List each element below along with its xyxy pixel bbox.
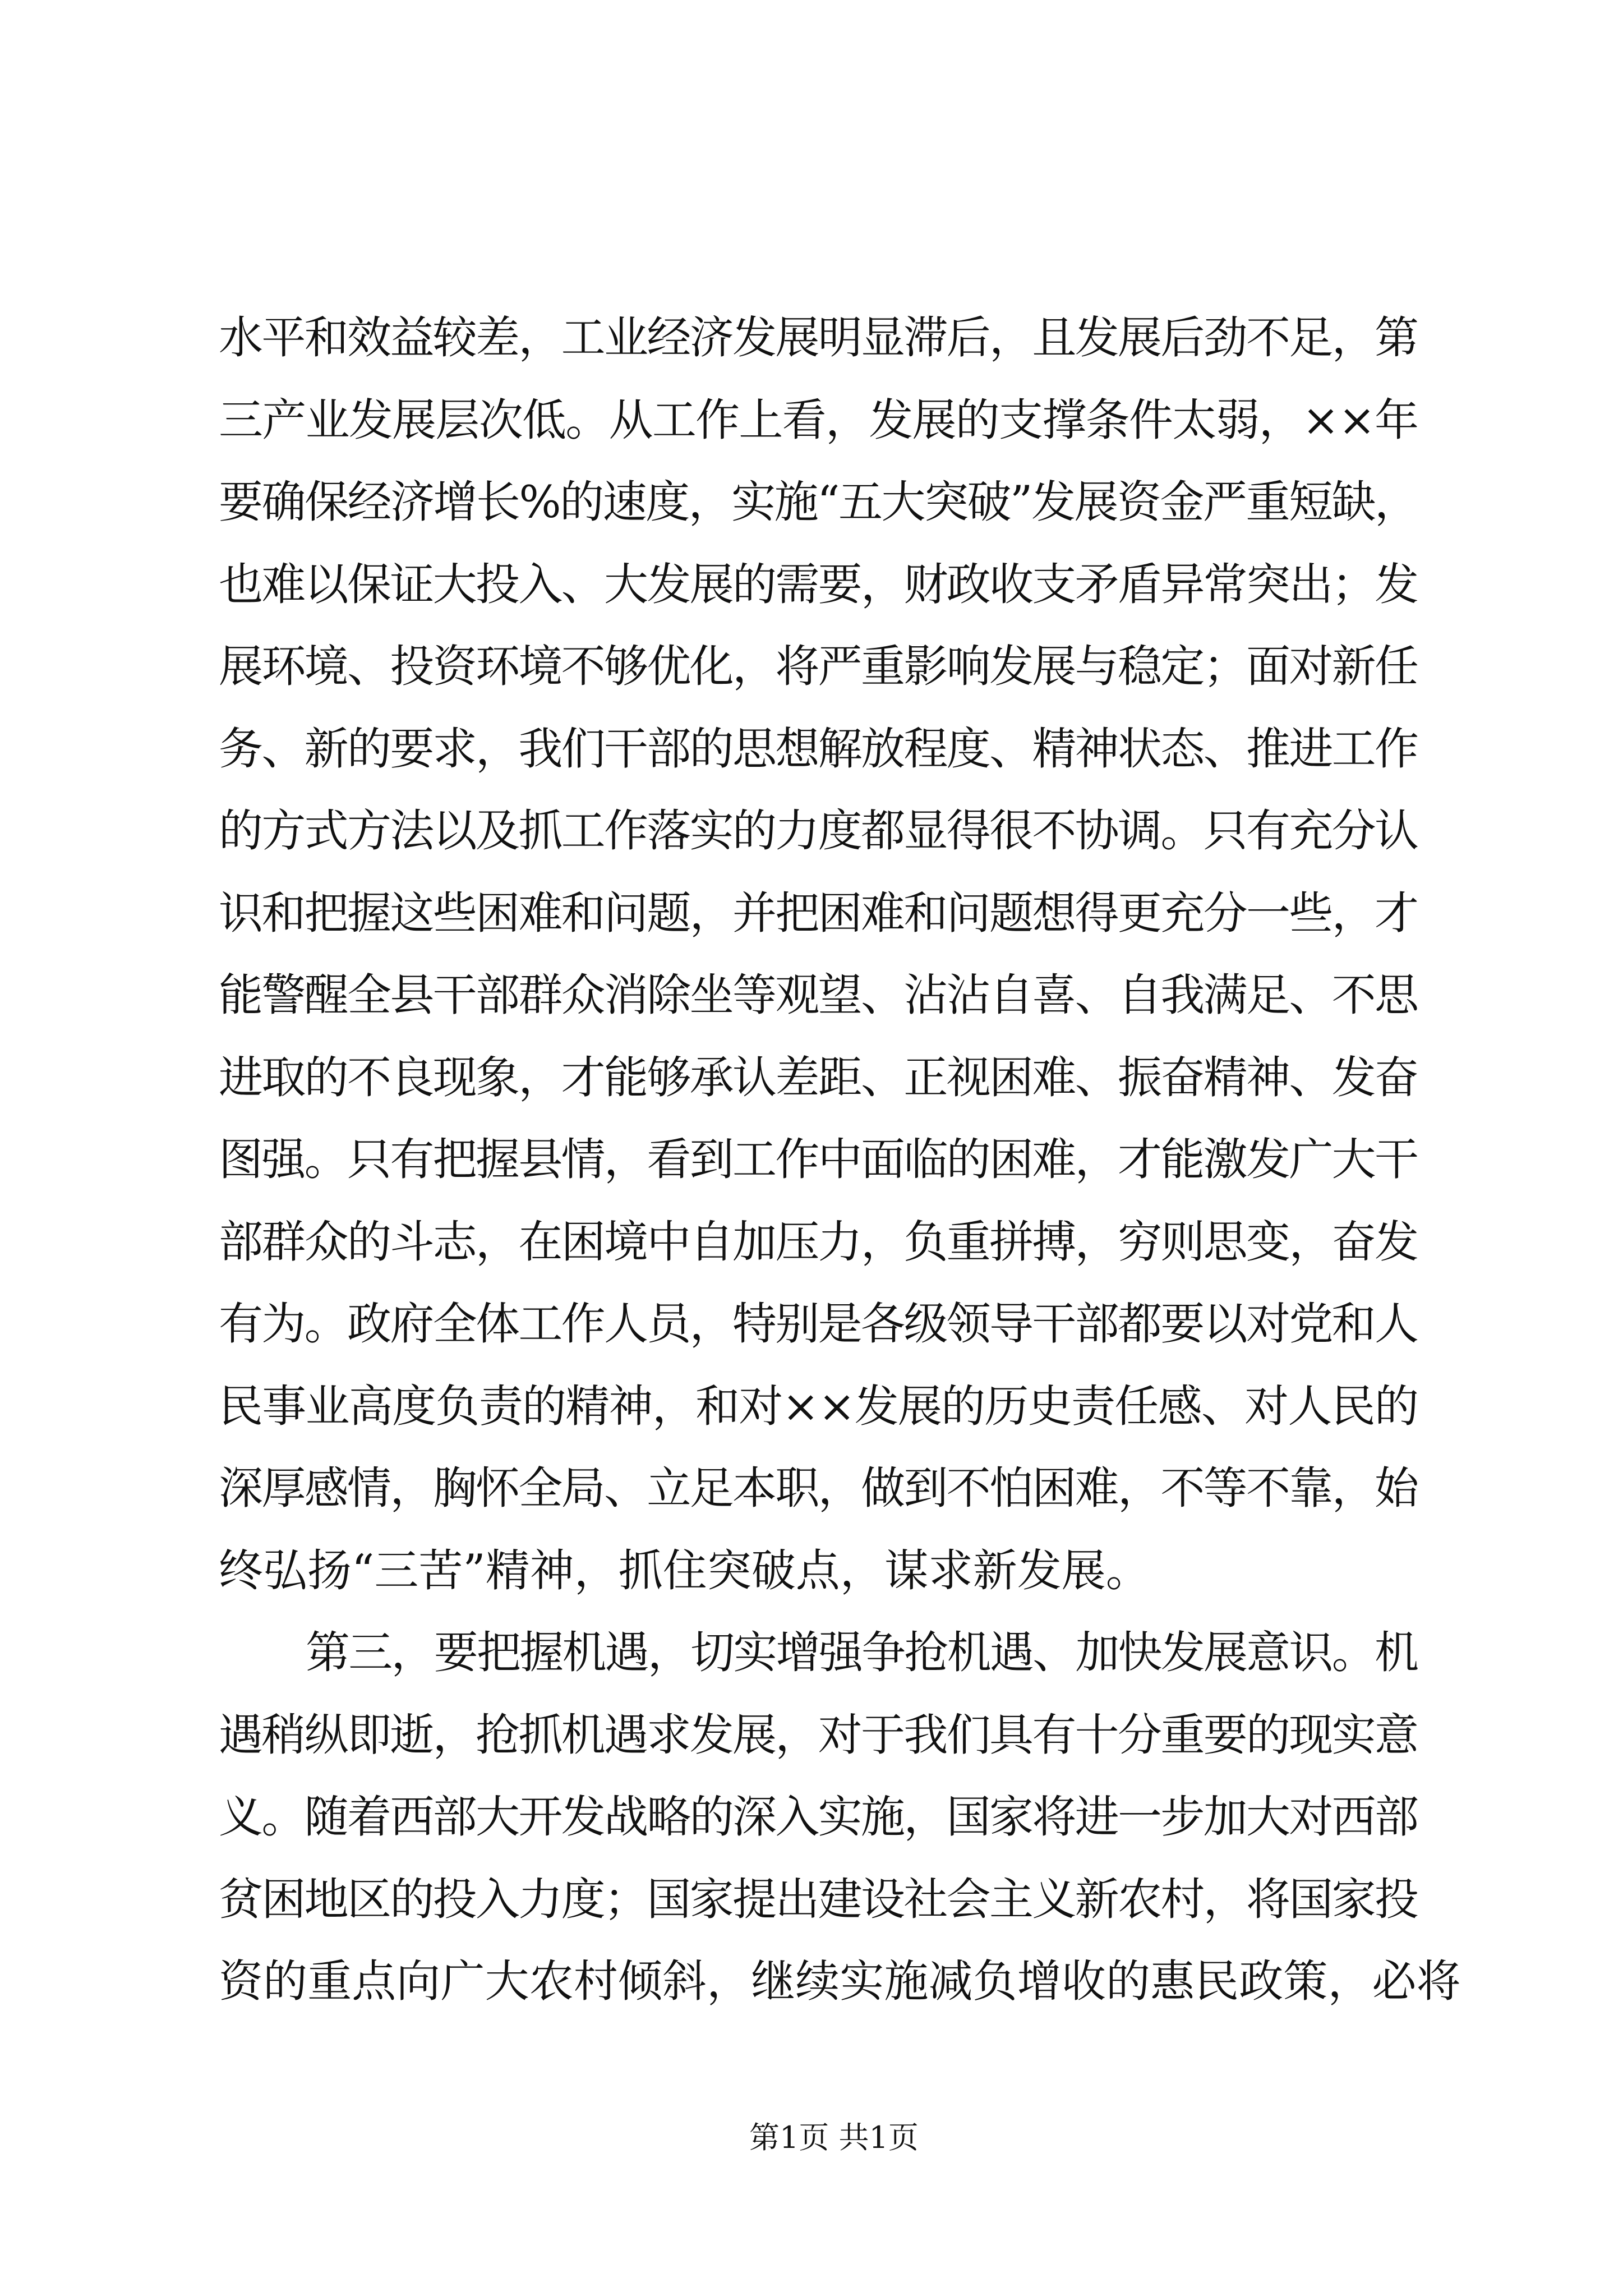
text-line-3: 要确保经济增长%的速度，实施“五大突破”发展资金严重短缺， — [219, 476, 1418, 528]
text-line-4: 也难以保证大投入、大发展的需要，财政收支矛盾异常突出；发 — [219, 558, 1418, 610]
text-line-7: 的方式方法以及抓工作落实的力度都显得很不协调。只有充分认 — [219, 805, 1418, 857]
text-line-20: 贫困地区的投入力度；国家提出建设社会主义新农村，将国家投 — [219, 1873, 1418, 1925]
text-line-10: 进取的不良现象，才能够承认差距、正视困难、振奋精神、发奋 — [219, 1051, 1418, 1103]
text-line-1: 水平和效益较差，工业经济发展明显滞后，且发展后劲不足，第 — [219, 312, 1418, 364]
text-line-9: 能警醒全县干部群众消除坐等观望、沾沾自喜、自我满足、不思 — [219, 969, 1418, 1021]
text-line-21: 资的重点向广大农村倾斜，继续实施减负增收的惠民政策，必将 — [219, 1955, 1461, 2007]
text-line-17: 第三，要把握机遇，切实增强争抢机遇、加快发展意识。机 — [306, 1627, 1418, 1678]
text-line-18: 遇稍纵即逝，抢抓机遇求发展，对于我们具有十分重要的现实意 — [219, 1709, 1418, 1761]
text-line-2: 三产业发展层次低。从工作上看，发展的支撑条件太弱，××年 — [219, 394, 1418, 446]
page-footer: 第1页 共1页 — [749, 2120, 919, 2155]
text-line-15: 深厚感情，胸怀全局、立足本职，做到不怕困难，不等不靠，始 — [219, 1462, 1418, 1514]
text-line-12: 部群众的斗志，在困境中自加压力，负重拼搏，穷则思变，奋发 — [219, 1216, 1418, 1268]
text-line-14: 民事业高度负责的精神，和对××发展的历史责任感、对人民的 — [219, 1380, 1418, 1432]
text-line-8: 识和把握这些困难和问题，并把困难和问题想得更充分一些，才 — [219, 887, 1418, 939]
text-line-6: 务、新的要求，我们干部的思想解放程度、精神状态、推进工作 — [219, 723, 1418, 775]
text-line-5: 展环境、投资环境不够优化，将严重影响发展与稳定；面对新任 — [219, 641, 1418, 692]
text-line-16: 终弘扬“三苦”精神，抓住突破点，谋求新发展。 — [219, 1544, 1150, 1596]
text-line-11: 图强。只有把握县情，看到工作中面临的困难，才能激发广大干 — [219, 1134, 1418, 1185]
text-line-13: 有为。政府全体工作人员，特别是各级领导干部都要以对党和人 — [219, 1298, 1418, 1350]
text-line-19: 义。随着西部大开发战略的深入实施，国家将进一步加大对西部 — [219, 1791, 1418, 1843]
